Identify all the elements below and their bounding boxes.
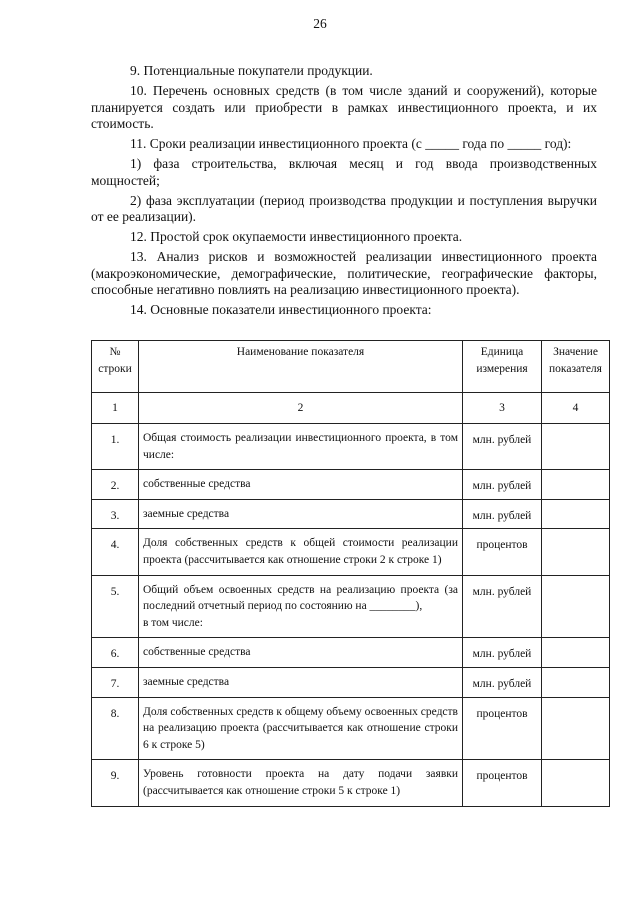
table-row: [92, 529, 610, 575]
paragraph-phase-1: 1) фаза строительства, включая месяц и год ввода производственных мощностей;: [91, 156, 597, 188]
indicator-name: заемные средства: [139, 667, 463, 697]
indicator-name: собственные средства: [139, 470, 463, 500]
indicator-name: заемные средства: [139, 499, 463, 529]
indicator-name: собственные средства: [139, 638, 463, 668]
value-cell[interactable]: [542, 697, 610, 760]
unit-cell: млн. рублей: [463, 575, 542, 638]
row-number: 3.: [92, 499, 139, 529]
paragraph-item-9: 9. Потенциальные покупатели продукции.: [130, 63, 373, 78]
paragraph-item-13: 13. Анализ рисков и возможностей реализации инвестиционного проекта (макроэкономические, демографические, политические, географические факторы, способные негативно повлиять на реализацию инвестиционного проекта).: [91, 249, 597, 298]
unit-cell: млн. рублей: [463, 470, 542, 500]
column-number-row: [92, 393, 610, 424]
page-number: 26: [313, 16, 327, 31]
table-header-row: [92, 341, 610, 393]
row-number: 1.: [92, 424, 139, 470]
table-row: [92, 667, 610, 697]
indicator-name: [139, 575, 463, 638]
table-row: [92, 638, 610, 668]
row-number: 2.: [92, 470, 139, 500]
value-cell[interactable]: [542, 667, 610, 697]
paragraph-item-11: 11. Сроки реализации инвестиционного проекта (с _____ года по _____ год):: [130, 136, 572, 152]
paragraph-item-12: 12. Простой срок окупаемости инвестиционного проекта.: [130, 229, 463, 245]
column-number: 1: [92, 393, 139, 424]
indicator-name: Доля собственных средств к общей стоимости реализации проекта (рассчитывается как отношение строки 2 к строке 1): [139, 529, 463, 575]
table-row: [92, 760, 610, 806]
unit-cell: процентов: [463, 529, 542, 575]
paragraph-item-14: 14. Основные показатели инвестиционного проекта:: [130, 302, 432, 318]
header-row-number: № строки: [92, 341, 139, 393]
row-number: 6.: [92, 638, 139, 668]
value-cell[interactable]: [542, 470, 610, 500]
row-number: 9.: [92, 760, 139, 806]
value-cell[interactable]: [542, 760, 610, 806]
unit-cell: млн. рублей: [463, 424, 542, 470]
column-number: 4: [542, 393, 610, 424]
table-row: [92, 575, 610, 638]
value-cell[interactable]: [542, 575, 610, 638]
indicator-name: Уровень готовности проекта на дату подачи заявки (рассчитывается как отношение строки 5 к строке 1): [139, 760, 463, 806]
value-cell[interactable]: [542, 638, 610, 668]
body-text: [91, 63, 597, 319]
indicator-name-line: в том числе:: [143, 616, 203, 629]
row-number: 5.: [92, 575, 139, 638]
unit-cell: млн. рублей: [463, 499, 542, 529]
unit-cell: процентов: [463, 760, 542, 806]
value-cell[interactable]: [542, 499, 610, 529]
unit-cell: процентов: [463, 697, 542, 760]
indicator-name: Доля собственных средств к общему объему освоенных средств на реализацию проекта (рассчитывается как отношение строки 6 к строке 5): [139, 697, 463, 760]
header-indicator-name: Наименование показателя: [139, 341, 463, 393]
unit-cell: млн. рублей: [463, 638, 542, 668]
value-cell[interactable]: [542, 529, 610, 575]
table-row: [92, 499, 610, 529]
value-cell[interactable]: [542, 424, 610, 470]
table-row: [92, 697, 610, 760]
header-unit: Единица измерения: [463, 341, 542, 393]
indicators-table: [91, 340, 610, 807]
table-row: [92, 470, 610, 500]
column-number: 2: [139, 393, 463, 424]
header-value: Значение показателя: [542, 341, 610, 393]
row-number: 4.: [92, 529, 139, 575]
paragraph-item-10: 10. Перечень основных средств (в том числе зданий и сооружений), которые планируется создать или приобрести в рамках инвестиционного проекта, и их стоимость.: [91, 82, 597, 132]
row-number: 8.: [92, 697, 139, 760]
row-number: 7.: [92, 667, 139, 697]
indicator-name-line: Общий объем освоенных средств на реализацию проекта (за последний отчетный период по состоянию на ________),: [143, 583, 458, 613]
paragraph-phase-2: 2) фаза эксплуатации (период производства продукции и поступления выручки от ее реализации).: [91, 192, 597, 225]
table-row: [92, 424, 610, 470]
indicator-name: Общая стоимость реализации инвестиционного проекта, в том числе:: [139, 424, 463, 470]
column-number: 3: [463, 393, 542, 424]
unit-cell: млн. рублей: [463, 667, 542, 697]
